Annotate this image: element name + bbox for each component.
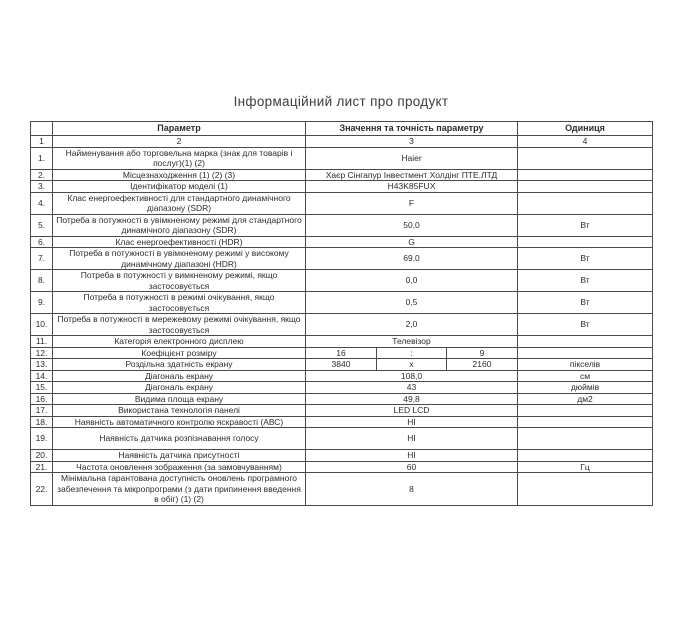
- unit-cell: Вт: [518, 248, 653, 270]
- parameter-cell: Клас енергоефективності (HDR): [53, 236, 306, 248]
- value-cell: 49,8: [306, 393, 518, 405]
- value-part-cell: 16: [306, 347, 377, 359]
- column-number-row: [31, 136, 653, 148]
- value-cell: H43K85FUX: [306, 181, 518, 193]
- value-cell: G: [306, 236, 518, 248]
- parameter-cell: Наявність датчика присутності: [53, 450, 306, 462]
- parameter-cell: Діагональ екрану: [53, 382, 306, 394]
- value-part-cell: 2160: [447, 359, 518, 371]
- parameter-cell: Використана технологія панелі: [53, 405, 306, 417]
- value-cell: 2,0: [306, 314, 518, 336]
- unit-cell: [518, 147, 653, 169]
- value-part-cell: 3840: [306, 359, 377, 371]
- row-number: 13.: [31, 359, 53, 371]
- value-cell: Хаєр Сінгапур Інвестмент Холдінг ПТЕ.ЛТД: [306, 169, 518, 181]
- value-cell: 43: [306, 382, 518, 394]
- unit-cell: [518, 192, 653, 214]
- header-value: Значення та точність параметру: [306, 122, 518, 136]
- row-number: 18.: [31, 416, 53, 428]
- unit-cell: Вт: [518, 292, 653, 314]
- table-row: [31, 347, 653, 359]
- parameter-cell: Місцезнаходження (1) (2) (3): [53, 169, 306, 181]
- parameter-cell: Коефіцієнт розміру: [53, 347, 306, 359]
- table-row: [31, 428, 653, 450]
- parameter-cell: Діагональ екрану: [53, 370, 306, 382]
- row-number: 15.: [31, 382, 53, 394]
- table-row: [31, 181, 653, 193]
- row-number: 19.: [31, 428, 53, 450]
- table-row: [31, 248, 653, 270]
- table-row: [31, 292, 653, 314]
- value-cell: НІ: [306, 450, 518, 462]
- unit-cell: пікселів: [518, 359, 653, 371]
- table-row: [31, 236, 653, 248]
- parameter-cell: Категорія електронного дисплею: [53, 336, 306, 348]
- table-row: [31, 359, 653, 371]
- table-row: [31, 382, 653, 394]
- row-number: 12.: [31, 347, 53, 359]
- row-number: 16.: [31, 393, 53, 405]
- table-row: [31, 192, 653, 214]
- unit-cell: [518, 405, 653, 417]
- value-cell: Haier: [306, 147, 518, 169]
- value-cell: 0,5: [306, 292, 518, 314]
- value-cell: НІ: [306, 428, 518, 450]
- row-number: 4.: [31, 192, 53, 214]
- row-number: 6.: [31, 236, 53, 248]
- parameter-cell: Потреба в потужності у вимкненому режимі, якщо застосовується: [53, 270, 306, 292]
- value-cell: 0,0: [306, 270, 518, 292]
- unit-cell: [518, 347, 653, 359]
- row-number: 5.: [31, 214, 53, 236]
- table-header-row: [31, 122, 653, 136]
- value-cell: 60: [306, 461, 518, 473]
- unit-cell: [518, 416, 653, 428]
- unit-cell: Вт: [518, 270, 653, 292]
- table-row: [31, 147, 653, 169]
- unit-cell: [518, 336, 653, 348]
- parameter-cell: Мінімальна гарантована доступність оновлень програмного забезпечення та мікропрограми (з дати припинення введення в обіг) (1) (2): [53, 473, 306, 506]
- row-number: 8.: [31, 270, 53, 292]
- product-info-table: [30, 121, 653, 506]
- table-row: [31, 405, 653, 417]
- table-row: [31, 214, 653, 236]
- parameter-cell: Клас енергоефективності для стандартного динамічного діапазону (SDR): [53, 192, 306, 214]
- column-number: 3: [306, 136, 518, 148]
- parameter-cell: Потреба в потужності в режимі очікування, якщо застосовується: [53, 292, 306, 314]
- parameter-cell: Потреба в потужності в увімкненому режимі для стандартного динамічного діапазону (SDR): [53, 214, 306, 236]
- parameter-cell: Частота оновлення зображення (за замовчуванням): [53, 461, 306, 473]
- unit-cell: см: [518, 370, 653, 382]
- column-number: 2: [53, 136, 306, 148]
- unit-cell: [518, 169, 653, 181]
- table-row: [31, 314, 653, 336]
- column-number: 1: [31, 136, 53, 148]
- unit-cell: Вт: [518, 214, 653, 236]
- row-number: 1.: [31, 147, 53, 169]
- table-row: [31, 169, 653, 181]
- value-cell: Телевізор: [306, 336, 518, 348]
- parameter-cell: Потреба в потужності в мережевому режимі очікування, якщо застосовується: [53, 314, 306, 336]
- table-row: [31, 393, 653, 405]
- unit-cell: дюймів: [518, 382, 653, 394]
- header-num: [31, 122, 53, 136]
- row-number: 21.: [31, 461, 53, 473]
- unit-cell: [518, 473, 653, 506]
- unit-cell: [518, 181, 653, 193]
- unit-cell: [518, 428, 653, 450]
- header-unit: Одиниця: [518, 122, 653, 136]
- unit-cell: Гц: [518, 461, 653, 473]
- row-number: 7.: [31, 248, 53, 270]
- value-cell: F: [306, 192, 518, 214]
- value-cell: LED LCD: [306, 405, 518, 417]
- row-number: 9.: [31, 292, 53, 314]
- page-title: Інформаційний лист про продукт: [233, 94, 449, 109]
- parameter-cell: Роздільна здатність екрану: [53, 359, 306, 371]
- table-row: [31, 473, 653, 506]
- unit-cell: [518, 450, 653, 462]
- parameter-cell: Найменування або торговельна марка (знак для товарів і послуг)(1) (2): [53, 147, 306, 169]
- row-number: 17.: [31, 405, 53, 417]
- value-cell: НІ: [306, 416, 518, 428]
- parameter-cell: Видима площа екрану: [53, 393, 306, 405]
- row-number: 2.: [31, 169, 53, 181]
- unit-cell: дм2: [518, 393, 653, 405]
- value-part-cell: х: [377, 359, 447, 371]
- table-row: [31, 461, 653, 473]
- parameter-cell: Наявність автоматичного контролю яскравості (АВС): [53, 416, 306, 428]
- table-row: [31, 450, 653, 462]
- row-number: 10.: [31, 314, 53, 336]
- header-parameter: Параметр: [53, 122, 306, 136]
- value-part-cell: :: [377, 347, 447, 359]
- row-number: 14.: [31, 370, 53, 382]
- row-number: 3.: [31, 181, 53, 193]
- table-row: [31, 416, 653, 428]
- value-cell: 108,0: [306, 370, 518, 382]
- value-cell: 50,0: [306, 214, 518, 236]
- table-row: [31, 370, 653, 382]
- parameter-cell: Наявність датчика розпізнавання голосу: [53, 428, 306, 450]
- table-body: [31, 147, 653, 505]
- value-cell: 69,0: [306, 248, 518, 270]
- column-number: 4: [518, 136, 653, 148]
- table-row: [31, 336, 653, 348]
- unit-cell: [518, 236, 653, 248]
- parameter-cell: Потреба в потужності в увімкненому режимі у високому динамічному діапазоні (HDR): [53, 248, 306, 270]
- row-number: 11.: [31, 336, 53, 348]
- table-row: [31, 270, 653, 292]
- row-number: 22.: [31, 473, 53, 506]
- unit-cell: Вт: [518, 314, 653, 336]
- row-number: 20.: [31, 450, 53, 462]
- parameter-cell: Ідентифікатор моделі (1): [53, 181, 306, 193]
- value-part-cell: 9: [447, 347, 518, 359]
- value-cell: 8: [306, 473, 518, 506]
